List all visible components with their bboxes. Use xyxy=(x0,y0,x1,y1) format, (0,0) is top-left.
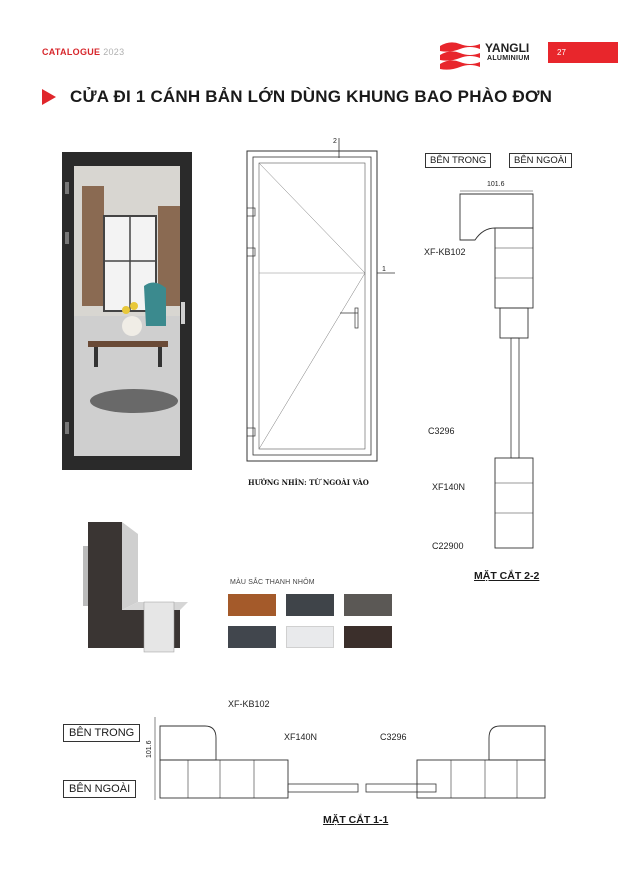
door-glass-image xyxy=(74,166,180,456)
catalogue-text: CATALOGUE xyxy=(42,47,101,57)
catalogue-year: 2023 xyxy=(103,47,125,57)
label-xf140n-22: XF140N xyxy=(432,482,466,492)
view-direction-label: HƯỚNG NHÌN: TỪ NGOÀI VÀO xyxy=(248,478,369,487)
page-number: 27 xyxy=(548,42,618,63)
caption-section-11: MẶT CẮT 1-1 xyxy=(323,814,389,826)
door-handle-icon xyxy=(181,302,185,324)
section-11-drawing xyxy=(150,712,555,812)
color-swatch xyxy=(344,594,392,616)
door-photo xyxy=(62,152,192,470)
brand-sub: ALUMINIUM xyxy=(487,55,530,62)
label-xf-kb102-11: XF-KB102 xyxy=(228,699,270,709)
color-swatch xyxy=(286,594,334,616)
section-22-drawing xyxy=(455,188,545,558)
profile-corner-3d-image xyxy=(80,520,190,660)
section-marker-2: 2 xyxy=(333,138,337,145)
tag-outside-11: BÊN NGOÀI xyxy=(63,780,136,798)
color-swatch-grid xyxy=(228,594,394,652)
label-xf140n-11: XF140N xyxy=(284,732,318,742)
dimension-11: 101.6 xyxy=(146,740,153,758)
label-c22900-22: C22900 xyxy=(432,541,464,551)
label-xf-kb102-22: XF-KB102 xyxy=(424,247,466,257)
page-title: CỬA ĐI 1 CÁNH BẢN LỚN DÙNG KHUNG BAO PHÀO ĐƠN xyxy=(70,87,553,106)
catalogue-label xyxy=(42,47,124,57)
caption-section-22: MẶT CẮT 2-2 xyxy=(474,570,540,582)
color-swatch xyxy=(228,594,276,616)
label-c3296-22: C3296 xyxy=(428,426,455,436)
interior-scene-icon xyxy=(74,166,180,456)
tag-outside-22: BÊN NGOÀI xyxy=(509,153,572,168)
dimension-22: 101.6 xyxy=(487,181,505,188)
label-c3296-11: C3296 xyxy=(380,732,407,742)
brand-name: YANGLI xyxy=(485,41,530,55)
color-swatch xyxy=(228,626,276,648)
door-elevation-drawing xyxy=(235,138,395,478)
tag-inside-22: BÊN TRONG xyxy=(425,153,491,168)
hinge-icon xyxy=(65,232,69,244)
title-triangle-icon xyxy=(42,89,56,105)
color-swatch xyxy=(344,626,392,648)
section-marker-1: 1 xyxy=(382,266,386,273)
hinge-icon xyxy=(65,422,69,434)
hinge-icon xyxy=(65,182,69,194)
color-swatches-title: MÀU SẮC THANH NHÔM xyxy=(230,579,315,586)
color-swatch xyxy=(286,626,334,648)
tag-inside-11: BÊN TRONG xyxy=(63,724,140,742)
